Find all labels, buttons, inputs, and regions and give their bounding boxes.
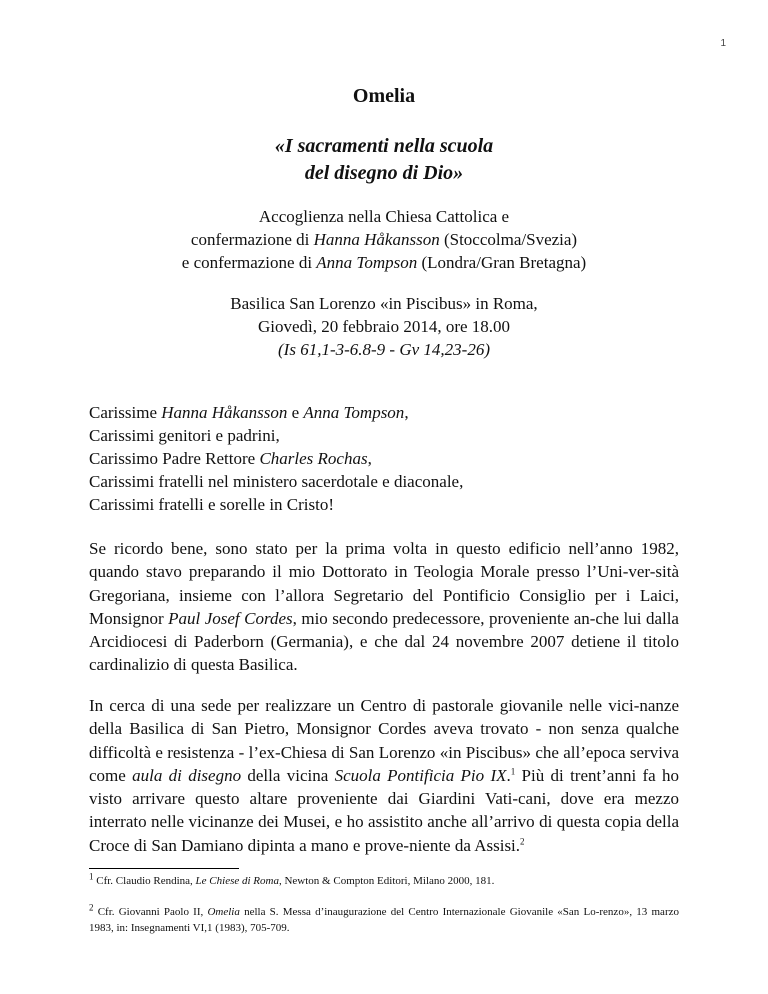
greeting-line-4: Carissimi fratelli nel ministero sacerdotale e diaconale, bbox=[89, 472, 464, 491]
footnote-text: Cfr. Claudio Rendina, bbox=[93, 875, 196, 887]
footnote-text: Cfr. Giovanni Paolo II, bbox=[93, 906, 208, 918]
person-name: Hanna Håkansson bbox=[161, 403, 288, 422]
homily-title: Omelia bbox=[352, 85, 416, 107]
paragraph-text: . bbox=[506, 765, 511, 785]
date-line: Giovedì, 20 febbraio 2014, ore 18.00 bbox=[257, 317, 511, 336]
emphasis-text: aula di disegno bbox=[132, 765, 242, 785]
occasion-line-2 bbox=[0, 228, 768, 251]
footnote-divider bbox=[89, 868, 239, 869]
greeting-line-5: Carissimi fratelli e sorelle in Cristo! bbox=[89, 495, 335, 514]
footnote-text: nella S. Messa d’inaugurazione del Centro Internazionale Giovanile «San Lo-renzo», 13 marzo 1983, in: Insegnamenti VI,1 (1983), 705-709. bbox=[89, 906, 679, 934]
occasion-block bbox=[0, 205, 768, 274]
subtitle-line-2: del disegno di Dio» bbox=[304, 162, 464, 184]
occasion-text: (Londra/Gran Bretagna) bbox=[417, 253, 587, 272]
greeting-text: e bbox=[287, 403, 304, 422]
greeting-line-1 bbox=[89, 401, 689, 424]
greeting-text: Carissimo Padre Rettore bbox=[89, 449, 260, 468]
occasion-line-1: Accoglienza nella Chiesa Cattolica e bbox=[258, 207, 510, 226]
footnote-number: 2 bbox=[89, 902, 94, 913]
paragraph-text: , mio secondo predecessore, proveniente an-che lui dalla Arcidiocesi di Paderborn (Germania), e che dal 24 novembre 2007 detiene il titolo cardinalizio di questa Basilica. bbox=[89, 608, 679, 675]
footnote-ref-2[interactable]: 2 bbox=[520, 836, 525, 847]
person-name: Anna Tompson bbox=[316, 253, 418, 272]
paragraph-text: Più di trent’anni fa ho visto arrivare questo altare proveniente dai Giardini Vati-cani, dove era mezzo interrato nelle vicinanze dei Musei, e ho assistito anche all’arrivo di questa copia della Croce di San Damiano dipinta a mano e prove-niente da Assisi. bbox=[89, 765, 679, 855]
footnote-title: Le Chiese di Roma bbox=[195, 875, 279, 887]
footnote-ref-1[interactable]: 1 bbox=[510, 766, 516, 777]
footnote-title: Omelia bbox=[207, 906, 240, 918]
paragraph-1 bbox=[89, 537, 679, 677]
paragraph-text: Se ricordo bene, sono stato per la prima volta in questo edificio nell’anno 1982, quando stavo preparando il mio Dottorato in Teologia Morale presso l’Uni-ver-sità Gregoriana, insieme con l’allora Segretario del Pontificio Consiglio per i Laici, Monsignor bbox=[89, 539, 679, 628]
occasion-text: e confermazione di bbox=[181, 253, 317, 272]
occasion-text: confermazione di bbox=[190, 230, 314, 249]
place-line: Basilica San Lorenzo «in Piscibus» in Roma, bbox=[230, 294, 538, 313]
greeting-line-2: Carissimi genitori e padrini, bbox=[89, 426, 280, 445]
greeting-text: Carissime bbox=[89, 403, 162, 422]
homily-subtitle bbox=[0, 133, 768, 187]
footnote-1 bbox=[89, 871, 679, 890]
subtitle-line-1: «I sacramenti nella scuola bbox=[274, 135, 494, 157]
person-name: Anna Tompson bbox=[303, 403, 405, 422]
emphasis-text: Scuola Pontificia Pio IX bbox=[334, 765, 507, 785]
greetings-block bbox=[89, 401, 689, 516]
occasion-line-3 bbox=[0, 251, 768, 274]
greeting-text: , bbox=[404, 403, 409, 422]
footnote-2 bbox=[89, 902, 679, 936]
paragraph-2 bbox=[89, 694, 679, 857]
paragraph-text: della vicina bbox=[241, 765, 335, 785]
person-name: Charles Rochas bbox=[259, 449, 368, 468]
scripture-reference-text: (Is 61,1-3-6.8-9 - Gv 14,23-26) bbox=[278, 340, 490, 359]
page-number: 1 bbox=[720, 38, 726, 49]
footnote-number: 1 bbox=[89, 871, 94, 882]
place-date-block bbox=[0, 292, 768, 361]
person-name: Hanna Håkansson bbox=[313, 230, 440, 249]
greeting-text: , bbox=[367, 449, 372, 468]
person-name: Paul Josef Cordes bbox=[168, 608, 293, 628]
greeting-line-3 bbox=[89, 447, 689, 470]
occasion-text: (Stoccolma/Svezia) bbox=[439, 230, 578, 249]
footnote-text: , Newton & Compton Editori, Milano 2000, 181. bbox=[278, 875, 495, 887]
scripture-reference bbox=[0, 338, 768, 361]
paragraph-text: In cerca di una sede per realizzare un Centro di pastorale giovanile nelle vici-nanze della Basilica di San Pietro, Monsignor Cordes aveva trovato - non senza qualche difficoltà e resistenza - l’ex-Chiesa di San Lorenzo «in Piscibus» che all’epoca serviva come bbox=[89, 696, 679, 785]
